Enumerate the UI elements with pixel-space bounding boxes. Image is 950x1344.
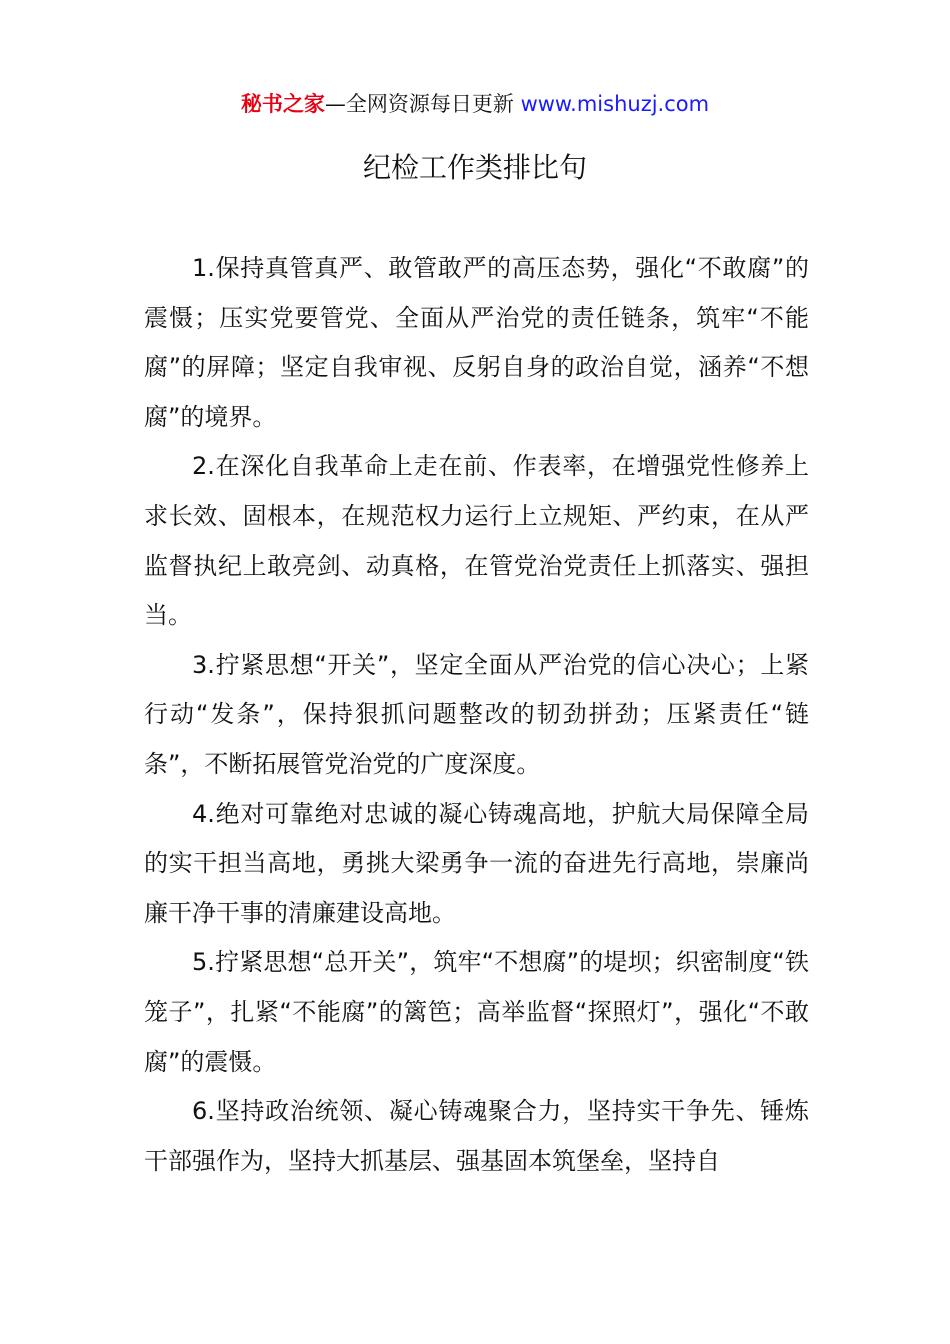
- header-slogan: —全网资源每日更新: [324, 92, 514, 116]
- paragraph-1: 1.保持真管真严、敢管敢严的高压态势，强化“不敢腐”的震慑；压实党要管党、全面从严治党的责任链条，筑牢“不能腐”的屏障；坚定自我审视、反躬自身的政治自觉，涵养“不想腐”的境界。: [144, 254, 809, 431]
- paragraph-2: 2.在深化自我革命上走在前、作表率，在增强党性修养上求长效、固根本，在规范权力运行上立规矩、严约束，在从严监督执纪上敢亮剑、动真格，在管党治党责任上抓落实、强担当。: [144, 452, 809, 630]
- paragraph-3: 3.拧紧思想“开关”，坚定全面从严治党的信心决心；上紧行动“发条”，保持狠抓问题整改的韧劲拼劲；压紧责任“链条”，不断拓展管党治党的广度深度。: [144, 650, 809, 778]
- document-body: [144, 244, 809, 1186]
- brand-name: 秘书之家: [240, 92, 325, 116]
- site-header: [0, 88, 950, 120]
- paragraph-4: 4.绝对可靠绝对忠诚的凝心铸魂高地，护航大局保障全局的实干担当高地，勇挑大梁勇争一流的奋进先行高地，崇廉尚廉干净干事的清廉建设高地。: [144, 799, 809, 927]
- site-url-link[interactable]: www.mishuzj.com: [520, 92, 710, 116]
- document-title: 纪检工作类排比句: [362, 151, 587, 184]
- paragraph-5: 5.拧紧思想“总开关”，筑牢“不想腐”的堤坝；织密制度“铁笼子”，扎紧“不能腐”的篱笆；高举监督“探照灯”，强化“不敢腐”的震慑。: [144, 948, 809, 1076]
- paragraph-6: 6.坚持政治统领、凝心铸魂聚合力，坚持实干争先、锤炼干部强作为，坚持大抓基层、强基固本筑堡垒，坚持自: [144, 1097, 809, 1175]
